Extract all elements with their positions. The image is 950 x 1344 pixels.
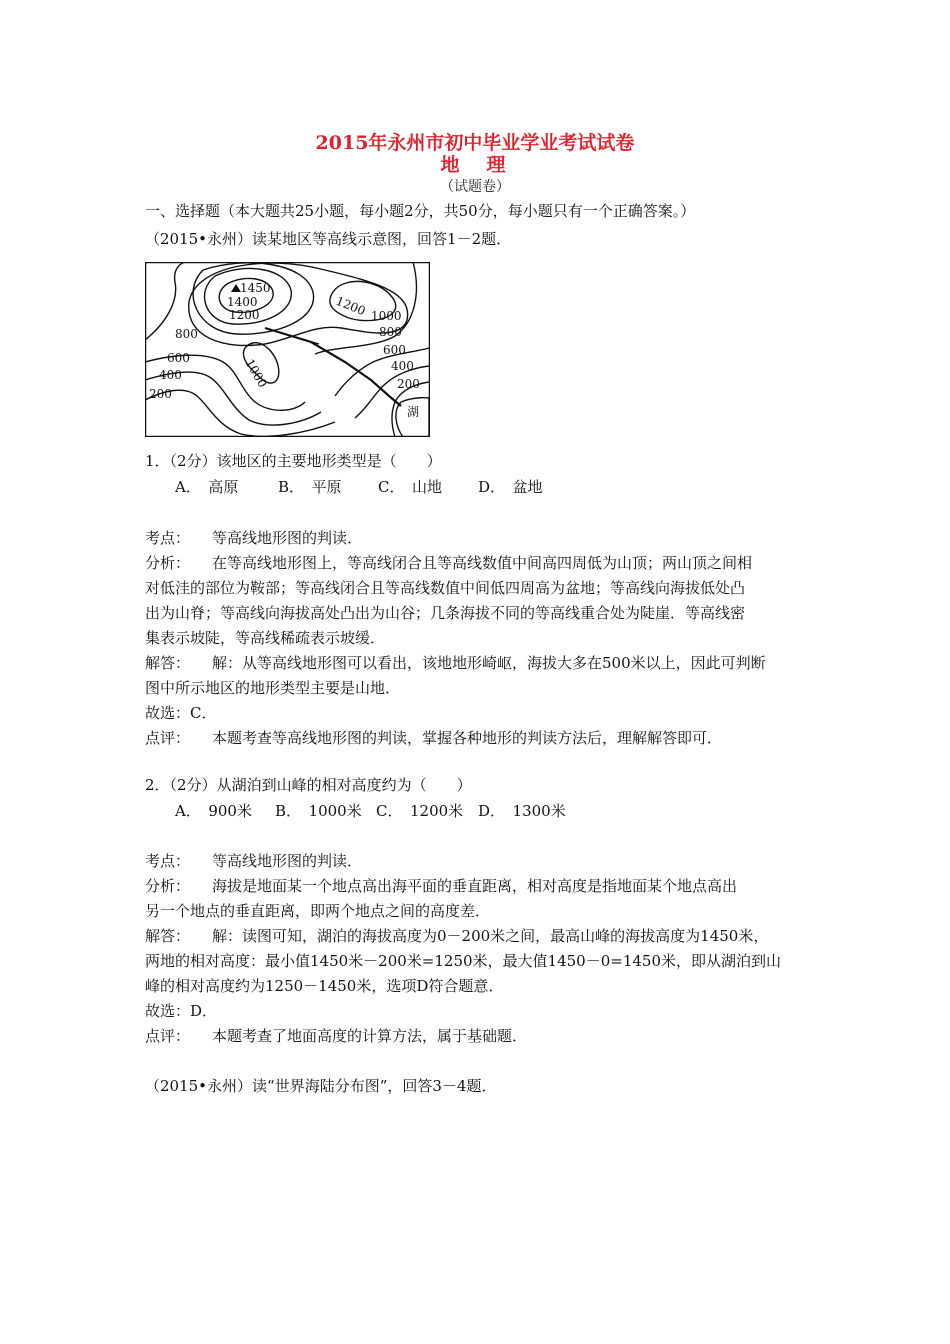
map-label: 200 <box>397 377 420 391</box>
q2-option-d: D． 1300米 <box>478 802 566 820</box>
q1-option-d: D． 盆地 <box>478 478 543 496</box>
q2-dianping <box>145 1026 527 1046</box>
q2-jieda-tag: 解答： <box>145 927 191 945</box>
q1-fenxi-tag: 分析： <box>145 554 191 572</box>
q2-dianping-tag: 点评： <box>145 1027 191 1045</box>
q1-dianping-text: 本题考查等高线地形图的判读，掌握各种地形的判读方法后，理解解答即可． <box>212 729 723 747</box>
subject-title: 地 理 <box>440 154 510 176</box>
q1-jieda-line: 图中所示地区的地形类型主要是山地． <box>145 679 401 697</box>
map-label: 800 <box>379 325 402 339</box>
intro-1: （2015•永州）读某地区等高线示意图，回答1－2题． <box>145 230 512 248</box>
map-label: 1200 <box>333 293 368 319</box>
q2-kaodian-text: 等高线地形图的判读． <box>212 852 363 870</box>
q2-option-a: A． 900米 <box>175 802 252 820</box>
q1-jieda-tag: 解答： <box>145 654 191 672</box>
q2-option-c: C． 1200米 <box>376 802 464 820</box>
q2-kaodian-tag: 考点： <box>145 852 191 870</box>
q2-fenxi <box>145 876 737 896</box>
intro-2: （2015•永州）读“世界海陆分布图”，回答3－4题． <box>145 1077 497 1095</box>
q2-jieda-line: 两地的相对高度：最小值1450米－200米=1250米，最大值1450－0=1450米，即从湖泊到山 <box>145 952 782 970</box>
q1-dianping-tag: 点评： <box>145 729 191 747</box>
q1-kaodian-tag: 考点： <box>145 529 191 547</box>
q2-kaodian <box>145 851 362 871</box>
map-label: 400 <box>391 359 414 373</box>
q1-option-b: B． 平原 <box>278 478 342 496</box>
q1-jieda <box>145 653 766 673</box>
page-subtitle: （试题卷） <box>440 179 510 195</box>
section-heading: 一、选择题（本大题共25小题，每小题2分，共50分，每小题只有一个正确答案。） <box>145 202 696 220</box>
q2-options <box>175 801 595 821</box>
q2-fenxi-tag: 分析： <box>145 877 191 895</box>
q1-fenxi-line: 集表示坡陡，等高线稀疏表示坡缓． <box>145 629 386 647</box>
contour-map <box>145 262 430 437</box>
q2-dianping-text: 本题考查了地面高度的计算方法，属于基础题． <box>212 1027 528 1045</box>
q1-fenxi-line: 对低洼的部位为鞍部；等高线闭合且等高线数值中间低四周高为盆地；等高线向海拔低处凸 <box>145 579 746 597</box>
map-label: 1200 <box>229 308 260 322</box>
q1-fenxi-line: 出为山脊；等高线向海拔高处凸出为山谷；几条海拔不同的等高线重合处为陡崖．等高线密 <box>145 604 746 622</box>
q1-fenxi <box>145 553 752 573</box>
map-label: 400 <box>159 368 182 382</box>
map-label: 1000 <box>371 309 402 323</box>
map-label: 600 <box>167 351 190 365</box>
q1-option-a: A． 高原 <box>175 478 239 496</box>
q1-answer: 故选：C． <box>145 704 217 722</box>
map-label: 800 <box>175 327 198 341</box>
map-label: 200 <box>149 387 172 401</box>
q1-jieda-line: 解：从等高线地形图可以看出，该地地形崎岖，海拔大多在500米以上，因此可判断 <box>212 654 766 672</box>
map-label: 600 <box>383 343 406 357</box>
q1-dianping <box>145 728 722 748</box>
q2-jieda-line: 解：读图可知，湖泊的海拔高度为0－200米之间，最高山峰的海拔高度为1450米， <box>212 927 769 945</box>
q2-fenxi-line: 海拔是地面某一个地点高出海平面的垂直距离，相对高度是指地面某个地点高出 <box>212 877 738 895</box>
q1-fenxi-line: 在等高线地形图上，等高线闭合且等高线数值中间高四周低为山顶；两山顶之间相 <box>212 554 753 572</box>
q1-options <box>175 477 595 497</box>
q2-jieda <box>145 926 768 946</box>
q1-stem: 1．（2分）该地区的主要地形类型是（ ） <box>145 452 442 470</box>
q2-fenxi-line: 另一个地点的垂直距离，即两个地点之间的高度差． <box>145 902 491 920</box>
q2-answer: 故选：D． <box>145 1002 218 1020</box>
q1-option-c: C． 山地 <box>378 478 442 496</box>
map-label: 1450 <box>240 281 271 295</box>
map-label-lake: 湖 <box>407 405 420 419</box>
q1-kaodian-text: 等高线地形图的判读． <box>212 529 363 547</box>
q2-stem: 2．（2分）从湖泊到山峰的相对高度约为（ ） <box>145 776 472 794</box>
map-label: 1400 <box>227 295 258 309</box>
q1-kaodian <box>145 528 362 548</box>
q2-option-b: B． 1000米 <box>275 802 362 820</box>
page-title: 2015年永州市初中毕业学业考试试卷 <box>315 132 635 154</box>
map-label: 1000 <box>242 356 270 390</box>
q2-jieda-line: 峰的相对高度约为1250－1450米，选项D符合题意． <box>145 977 504 995</box>
